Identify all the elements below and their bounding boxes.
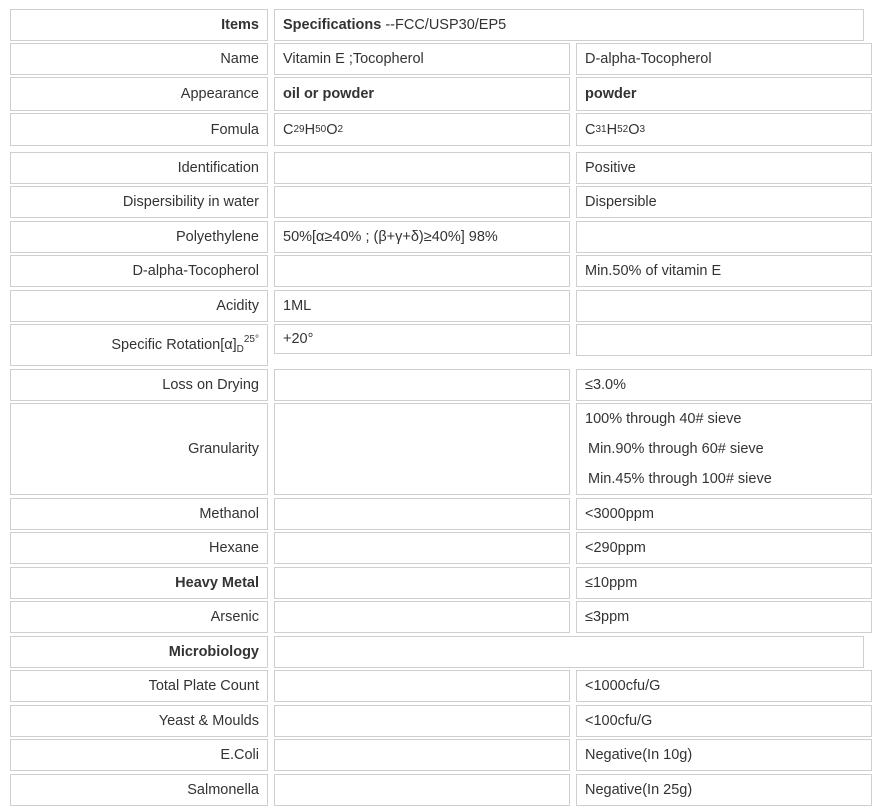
granularity-col2 xyxy=(274,403,570,495)
tpc-col3: <1000cfu/G xyxy=(576,670,872,702)
label-yeast-moulds: Yeast & Moulds xyxy=(10,705,268,737)
dalpha-col3: Min.50% of vitamin E xyxy=(576,255,872,287)
label-identification: Identification xyxy=(10,152,268,184)
salmonella-col3: Negative(In 25g) xyxy=(576,774,872,806)
name-col3: D-alpha-Tocopherol xyxy=(576,43,872,75)
label-ecoli: E.Coli xyxy=(10,739,268,771)
heavy-metal-col2 xyxy=(274,567,570,599)
polyethylene-col3 xyxy=(576,221,872,253)
identification-col2 xyxy=(274,152,570,184)
label-granularity: Granularity xyxy=(10,403,268,495)
granularity-line: Min.90% through 60# sieve xyxy=(588,441,764,457)
ecoli-col3: Negative(In 10g) xyxy=(576,739,872,771)
label-acidity: Acidity xyxy=(10,290,268,322)
dalpha-col2 xyxy=(274,255,570,287)
formula-col2: C 29 H 50 O 2 xyxy=(274,113,570,146)
yeast-col2 xyxy=(274,705,570,737)
formula-col3: C 31 H 52 O 3 xyxy=(576,113,872,146)
label-loss-on-drying: Loss on Drying xyxy=(10,369,268,401)
loss-col3: ≤3.0% xyxy=(576,369,872,401)
methanol-col3: <3000ppm xyxy=(576,498,872,530)
appearance-col3: powder xyxy=(576,77,872,111)
acidity-col2: 1ML xyxy=(274,290,570,322)
hexane-col3: <290ppm xyxy=(576,532,872,564)
arsenic-col3: ≤3ppm xyxy=(576,601,872,633)
loss-col2 xyxy=(274,369,570,401)
dispersibility-col3: Dispersible xyxy=(576,186,872,218)
granularity-col3 xyxy=(576,403,872,495)
label-name: Name xyxy=(10,43,268,75)
label-heavy-metal: Heavy Metal xyxy=(10,567,268,599)
header-specifications xyxy=(274,9,864,41)
tpc-col2 xyxy=(274,670,570,702)
arsenic-col2 xyxy=(274,601,570,633)
name-col2: Vitamin E ;Tocopherol xyxy=(274,43,570,75)
hexane-col2 xyxy=(274,532,570,564)
rotation-col3 xyxy=(576,324,872,356)
methanol-col2 xyxy=(274,498,570,530)
label-arsenic: Arsenic xyxy=(10,601,268,633)
header-items: Items xyxy=(10,9,268,41)
label-dispersibility: Dispersibility in water xyxy=(10,186,268,218)
identification-col3: Positive xyxy=(576,152,872,184)
label-specific-rotation: Specific Rotation[α] D 25° xyxy=(10,324,268,366)
acidity-col3 xyxy=(576,290,872,322)
rotation-col2: +20° xyxy=(274,324,570,354)
label-polyethylene: Polyethylene xyxy=(10,221,268,253)
spec-title: Specifications xyxy=(283,17,382,33)
granularity-line: 100% through 40# sieve xyxy=(585,411,742,427)
spec-standards: --FCC/USP30/EP5 xyxy=(381,17,507,33)
heavy-metal-col3: ≤10ppm xyxy=(576,567,872,599)
label-salmonella: Salmonella xyxy=(10,774,268,806)
appearance-col2: oil or powder xyxy=(274,77,570,111)
ecoli-col2 xyxy=(274,739,570,771)
granularity-line: Min.45% through 100# sieve xyxy=(588,471,772,487)
label-appearance: Appearance xyxy=(10,77,268,111)
polyethylene-col2: 50%[α≥40% ; (β+γ+δ)≥40%] 98% xyxy=(274,221,570,253)
label-formula: Fomula xyxy=(10,113,268,146)
label-hexane: Hexane xyxy=(10,532,268,564)
microbiology-span xyxy=(274,636,864,668)
label-methanol: Methanol xyxy=(10,498,268,530)
salmonella-col2 xyxy=(274,774,570,806)
label-total-plate-count: Total Plate Count xyxy=(10,670,268,702)
label-dalpha: D-alpha-Tocopherol xyxy=(10,255,268,287)
yeast-col3: <100cfu/G xyxy=(576,705,872,737)
dispersibility-col2 xyxy=(274,186,570,218)
label-microbiology: Microbiology xyxy=(10,636,268,668)
